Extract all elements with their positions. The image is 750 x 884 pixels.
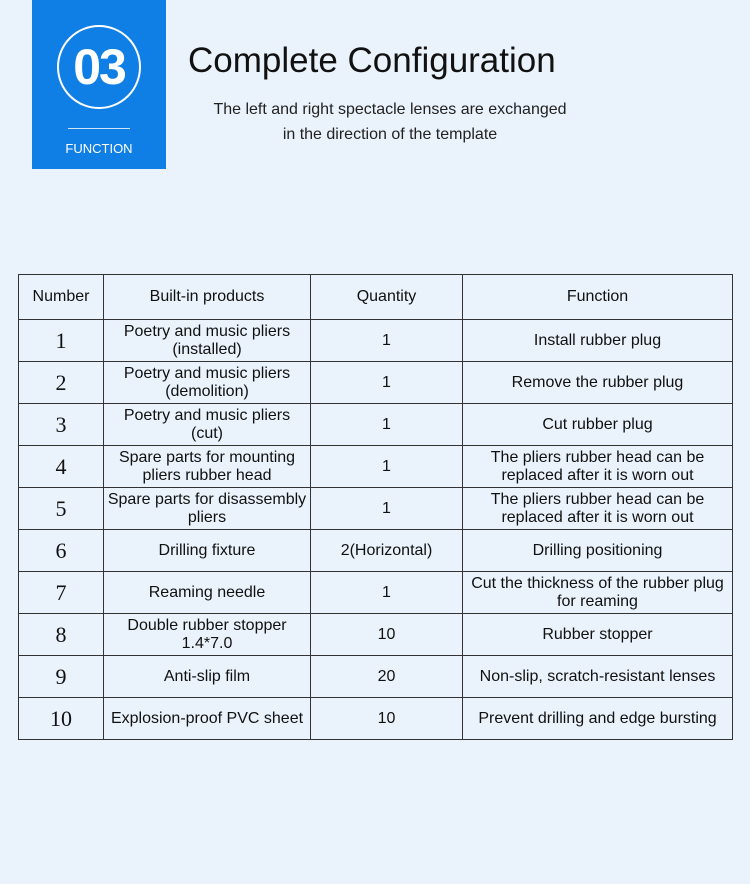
page-title: Complete Configuration [188,41,556,80]
cell-quantity: 10 [311,698,463,740]
function-badge [32,0,166,169]
cell-product: Poetry and music pliers (demolition) [104,362,311,404]
badge-number: 03 [73,39,125,95]
cell-product: Poetry and music pliers (installed) [104,320,311,362]
badge-circle [57,25,141,109]
cell-product: Anti-slip film [104,656,311,698]
cell-quantity: 20 [311,656,463,698]
cell-quantity: 2(Horizontal) [311,530,463,572]
cell-function: Cut the thickness of the rubber plug for reaming [463,572,733,614]
table-row [19,614,733,656]
cell-function: Non-slip, scratch-resistant lenses [463,656,733,698]
header-quantity: Quantity [311,275,463,320]
cell-quantity: 1 [311,572,463,614]
table-header-row [19,275,733,320]
subtitle-line: in the direction of the template [282,126,498,143]
page-subtitle [175,97,605,147]
badge-label: FUNCTION [65,141,133,156]
cell-function: Cut rubber plug [463,404,733,446]
cell-function: The pliers rubber head can be replaced after it is worn out [463,488,733,530]
cell-number: 7 [19,572,104,614]
cell-number: 6 [19,530,104,572]
cell-product: Drilling fixture [104,530,311,572]
cell-function: Prevent drilling and edge bursting [463,698,733,740]
cell-product: Poetry and music pliers (cut) [104,404,311,446]
cell-product: Spare parts for disassembly pliers [104,488,311,530]
cell-function: Install rubber plug [463,320,733,362]
badge-divider [68,128,130,129]
cell-function: The pliers rubber head can be replaced after it is worn out [463,446,733,488]
cell-number: 1 [19,320,104,362]
table-row [19,656,733,698]
table-row [19,362,733,404]
table-row [19,698,733,740]
cell-quantity: 1 [311,320,463,362]
cell-quantity: 1 [311,404,463,446]
table-row [19,404,733,446]
cell-quantity: 1 [311,362,463,404]
cell-quantity: 1 [311,446,463,488]
cell-function: Remove the rubber plug [463,362,733,404]
cell-number: 4 [19,446,104,488]
cell-product: Spare parts for mounting pliers rubber head [104,446,311,488]
cell-number: 10 [19,698,104,740]
cell-quantity: 10 [311,614,463,656]
cell-number: 8 [19,614,104,656]
cell-product: Explosion-proof PVC sheet [104,698,311,740]
table-row [19,320,733,362]
subtitle-line: The left and right spectacle lenses are exchanged [213,101,567,118]
table-row [19,572,733,614]
header-products: Built-in products [104,275,311,320]
cell-number: 2 [19,362,104,404]
cell-function: Rubber stopper [463,614,733,656]
table-row [19,488,733,530]
cell-function: Drilling positioning [463,530,733,572]
cell-product: Reaming needle [104,572,311,614]
cell-quantity: 1 [311,488,463,530]
header-number: Number [19,275,104,320]
header-function: Function [463,275,733,320]
configuration-table [18,274,733,740]
table-row [19,446,733,488]
table-row [19,530,733,572]
cell-product: Double rubber stopper 1.4*7.0 [104,614,311,656]
cell-number: 5 [19,488,104,530]
cell-number: 3 [19,404,104,446]
cell-number: 9 [19,656,104,698]
